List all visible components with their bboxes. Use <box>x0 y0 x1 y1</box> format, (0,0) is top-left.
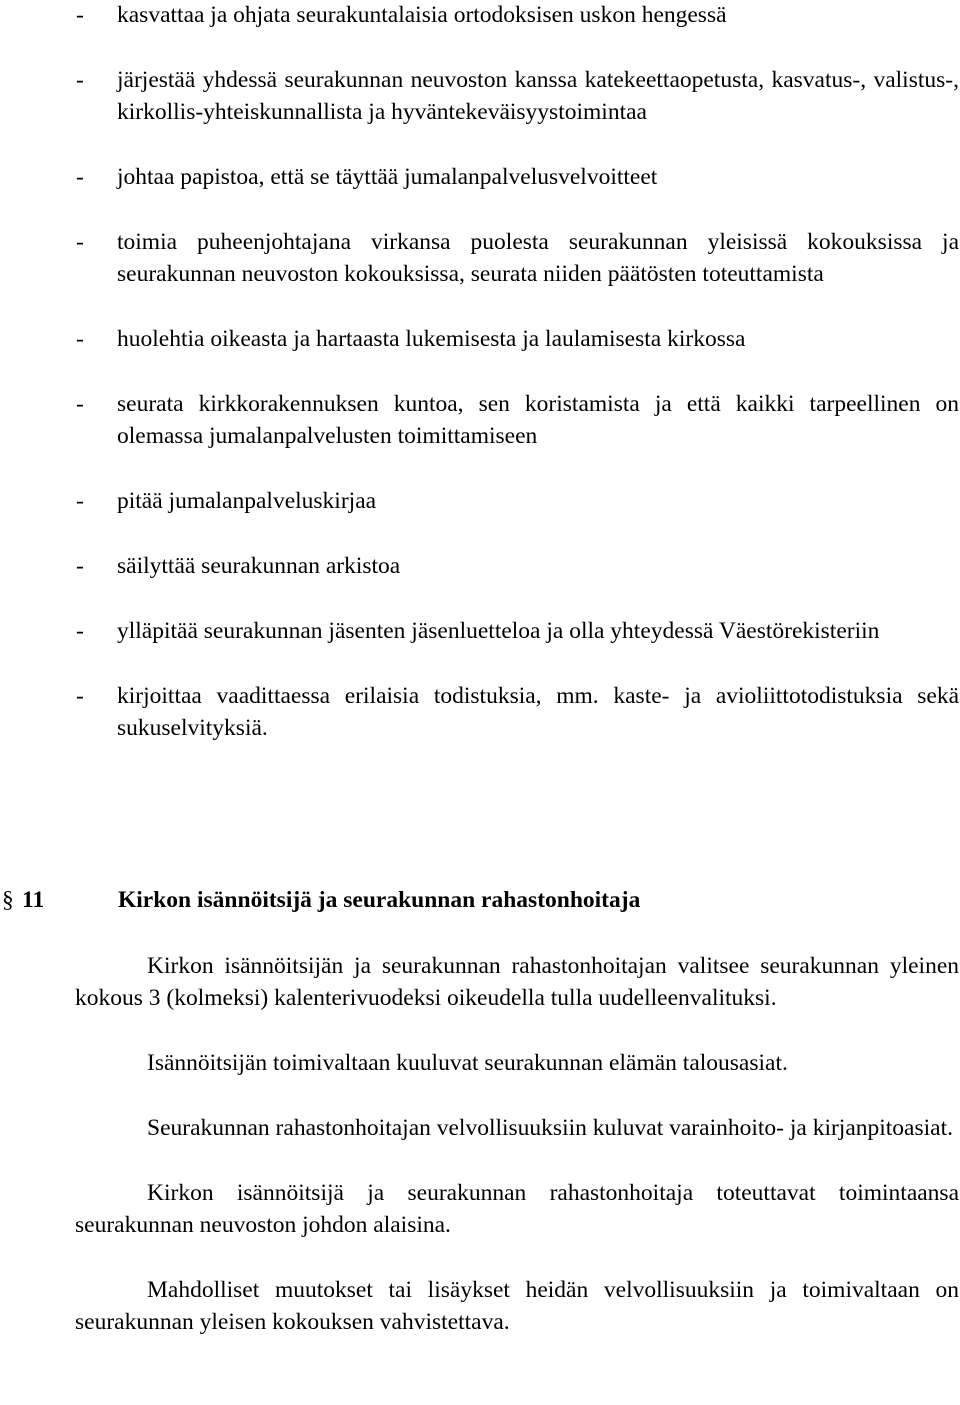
list-item-text: pitää jumalanpalveluskirjaa <box>117 488 377 514</box>
section-symbol: § <box>2 887 14 913</box>
list-item <box>75 64 959 128</box>
list-item <box>75 323 959 355</box>
paragraph: Seurakunnan rahastonhoitajan velvollisuuksiin kuluvat varainhoito- ja kirjanpitoasiat. <box>147 1115 953 1141</box>
list-dash: - <box>76 326 84 352</box>
list-dash: - <box>76 488 84 514</box>
section-number: 11 <box>22 887 45 913</box>
list-item-text: huolehtia oikeasta ja hartaasta lukemisesta ja laulamisesta kirkossa <box>117 326 746 352</box>
section-title: Kirkon isännöitsijä ja seurakunnan rahastonhoitaja <box>118 887 641 913</box>
list-dash: - <box>76 553 84 579</box>
list-item <box>75 680 959 744</box>
list-dash: - <box>76 391 84 417</box>
list-item <box>75 161 959 193</box>
list-item-text: säilyttää seurakunnan arkistoa <box>117 553 401 579</box>
list-item-text: ylläpitää seurakunnan jäsenten jäsenluetteloa ja olla yhteydessä Väestörekisteriin <box>117 618 880 644</box>
section-body <box>75 950 959 1371</box>
list-dash: - <box>76 67 84 93</box>
list-dash: - <box>76 683 84 709</box>
list-dash: - <box>76 2 84 28</box>
list-item <box>75 226 959 290</box>
list-item <box>75 485 959 517</box>
list-item-text: toimia puheenjohtajana virkansa puolesta seurakunnan yleisissä kokouksissa ja seurakunnan neuvoston kokouksissa, seurata niiden päätösten toteuttamista <box>117 229 959 287</box>
list-item <box>75 615 959 647</box>
list-item <box>75 388 959 452</box>
list-item <box>75 550 959 582</box>
paragraph: Kirkon isännöitsijän ja seurakunnan rahastonhoitajan valitsee seurakunnan yleinen kokous 3 (kolmeksi) kalenterivuodeksi oikeudella tulla uudelleenvalituksi. <box>75 953 959 1011</box>
list-item-text: johtaa papistoa, että se täyttää jumalanpalvelusvelvoitteet <box>117 164 658 190</box>
list-item-text: kirjoittaa vaadittaessa erilaisia todistuksia, mm. kaste- ja avioliittotodistuksia sekä sukuselvityksiä. <box>117 683 959 741</box>
list-item-text: järjestää yhdessä seurakunnan neuvoston kanssa katekeettaopetusta, kasvatus-, valistus-, kirkollis-yhteiskunnallista ja hyväntekeväisyystoimintaa <box>117 67 959 125</box>
paragraph: Kirkon isännöitsijä ja seurakunnan rahastonhoitaja toteuttavat toimintaansa seurakunnan neuvoston johdon alaisina. <box>75 1180 959 1238</box>
list-dash: - <box>76 618 84 644</box>
list-dash: - <box>76 229 84 255</box>
list-item-text: kasvattaa ja ohjata seurakuntalaisia ortodoksisen uskon hengessä <box>117 2 727 28</box>
paragraph: Mahdolliset muutokset tai lisäykset heidän velvollisuuksiin ja toimivaltaan on seurakunnan yleisen kokouksen vahvistettava. <box>75 1277 959 1335</box>
paragraph: Isännöitsijän toimivaltaan kuuluvat seurakunnan elämän talousasiat. <box>147 1050 788 1076</box>
list-item-text: seurata kirkkorakennuksen kuntoa, sen koristamista ja että kaikki tarpeellinen on olemassa jumalanpalvelusten toimittamiseen <box>117 391 959 449</box>
list-item <box>75 0 959 31</box>
list-dash: - <box>76 164 84 190</box>
duty-list <box>75 0 959 777</box>
